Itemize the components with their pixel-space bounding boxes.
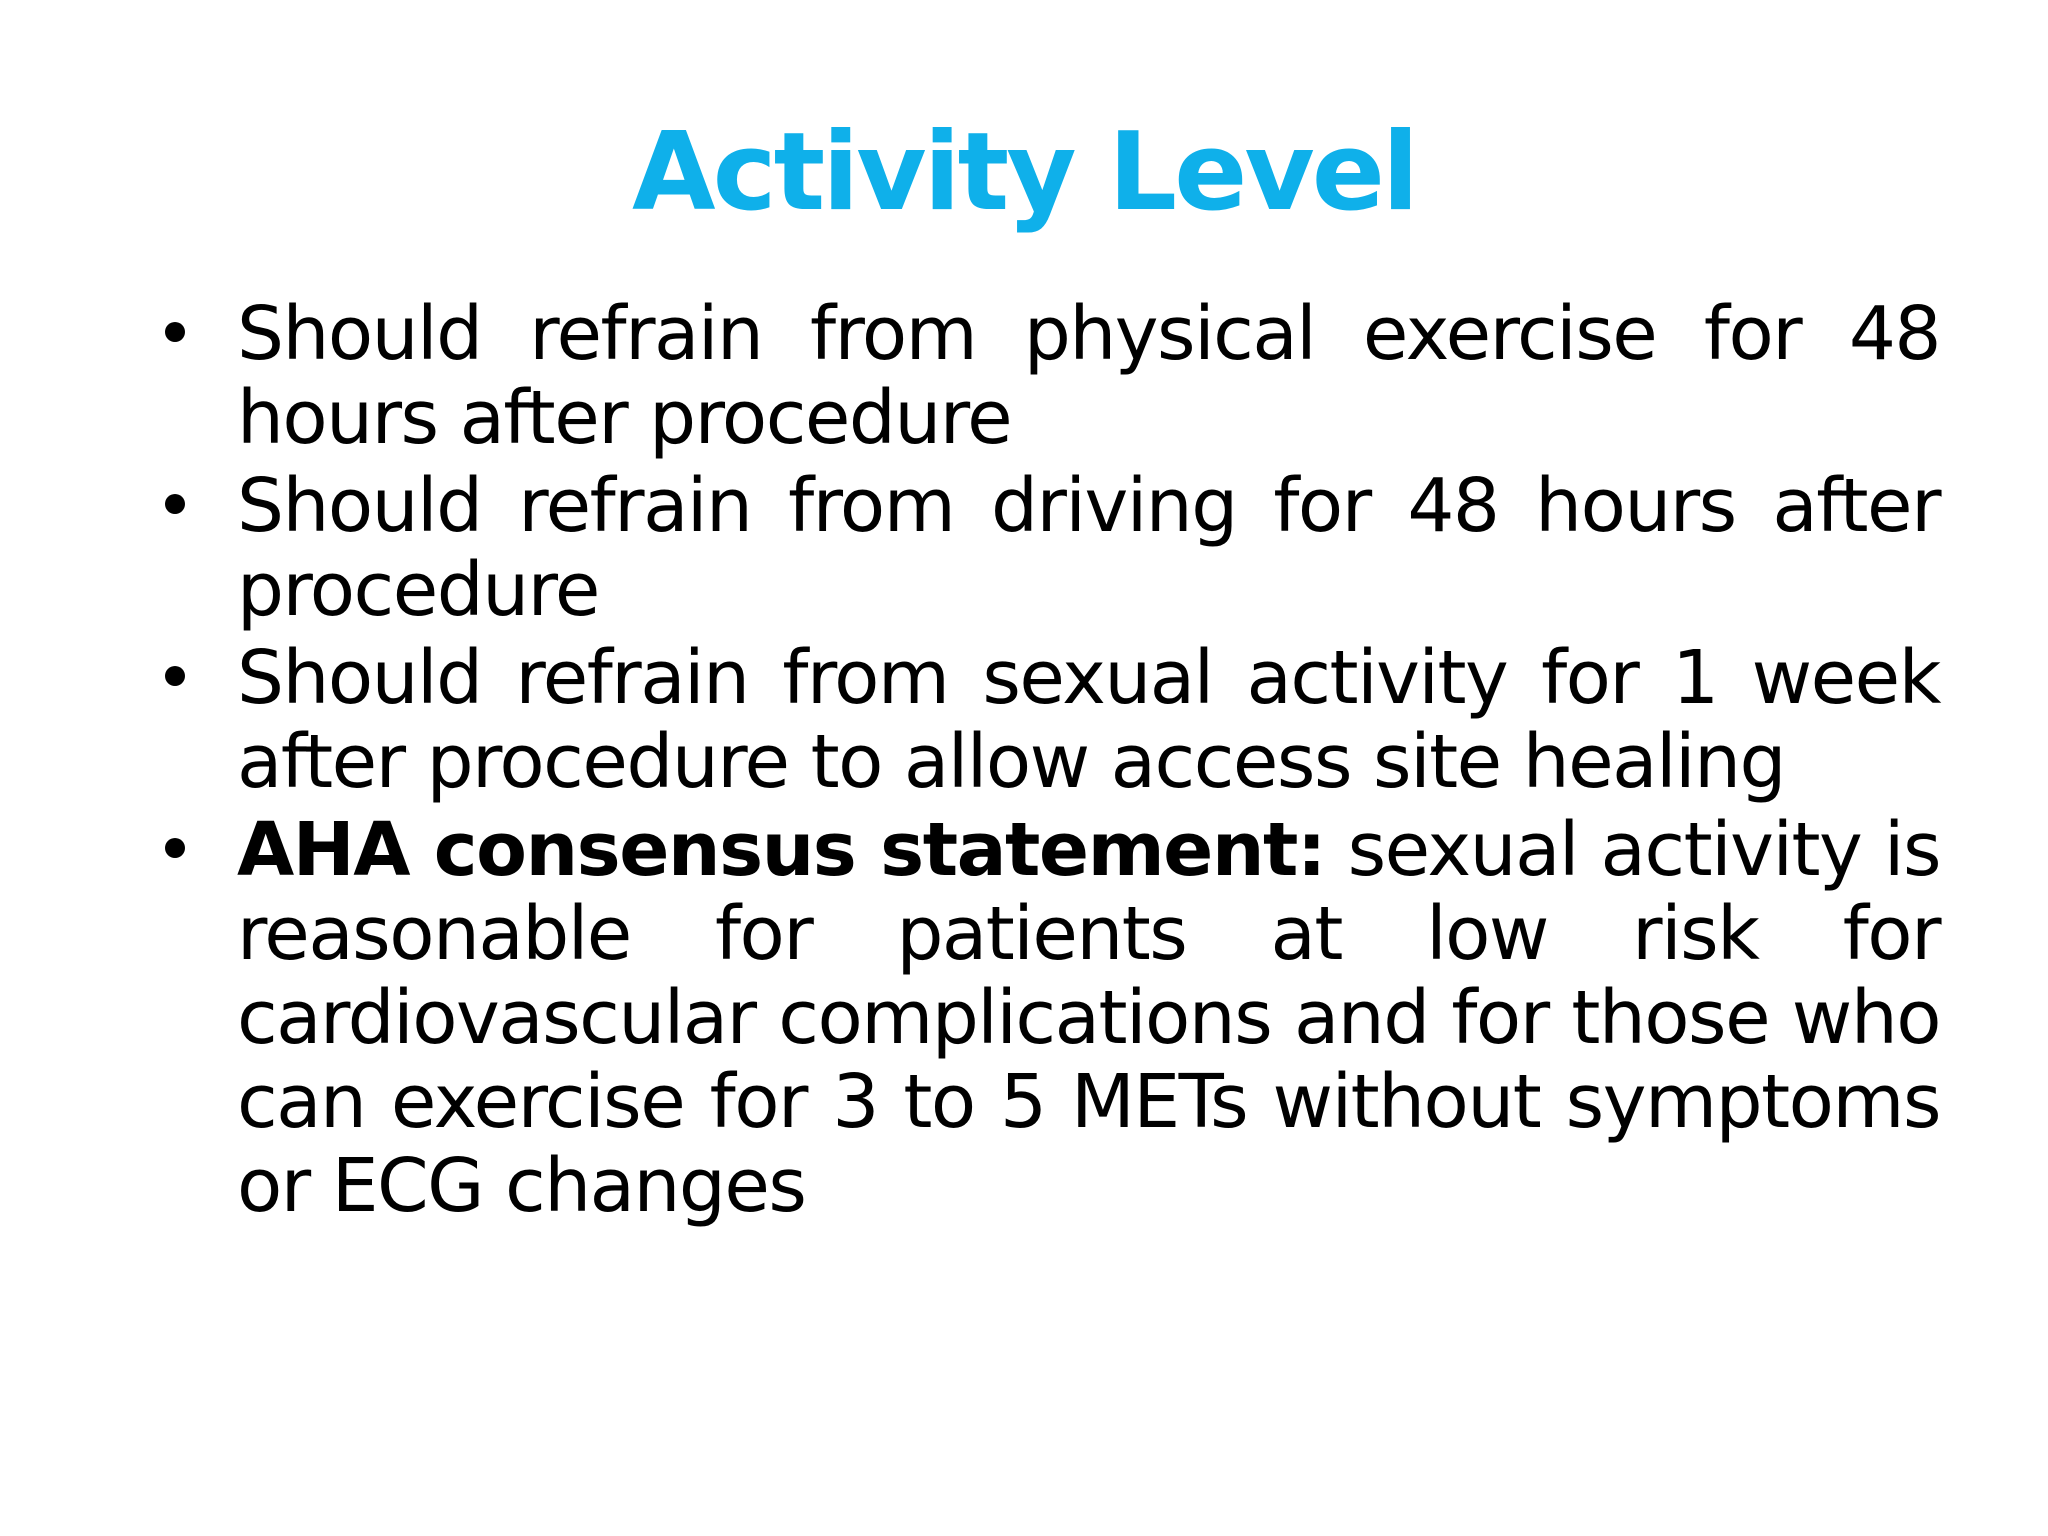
bullet-item-sexual-activity bbox=[165, 636, 1940, 804]
bullet-text: Should refrain from driving for 48 hours after procedure bbox=[237, 463, 1940, 633]
bullet-list bbox=[165, 292, 1940, 1232]
bullet-item-driving bbox=[165, 464, 1940, 632]
bullet-text: Should refrain from sexual activity for 1 week after procedure to allow access site healing bbox=[237, 635, 1940, 805]
bullet-item-exercise bbox=[165, 292, 1940, 460]
bullet-item-aha-statement bbox=[165, 808, 1940, 1228]
bullet-text: sexual activity is reasonable for patients at low risk for cardiovascular complications and for those who can exercise for 3 to 5 METs without symptoms or ECG changes bbox=[237, 807, 1941, 1229]
bullet-bold-prefix: AHA consensus statement: bbox=[237, 807, 1326, 893]
bullet-dot-icon bbox=[165, 666, 185, 686]
slide-title: Activity Level bbox=[631, 110, 1417, 235]
bullet-text: Should refrain from physical exercise for 48 hours after procedure bbox=[237, 291, 1940, 461]
bullet-dot-icon bbox=[165, 494, 185, 514]
bullet-dot-icon bbox=[165, 838, 185, 858]
bullet-dot-icon bbox=[165, 322, 185, 342]
